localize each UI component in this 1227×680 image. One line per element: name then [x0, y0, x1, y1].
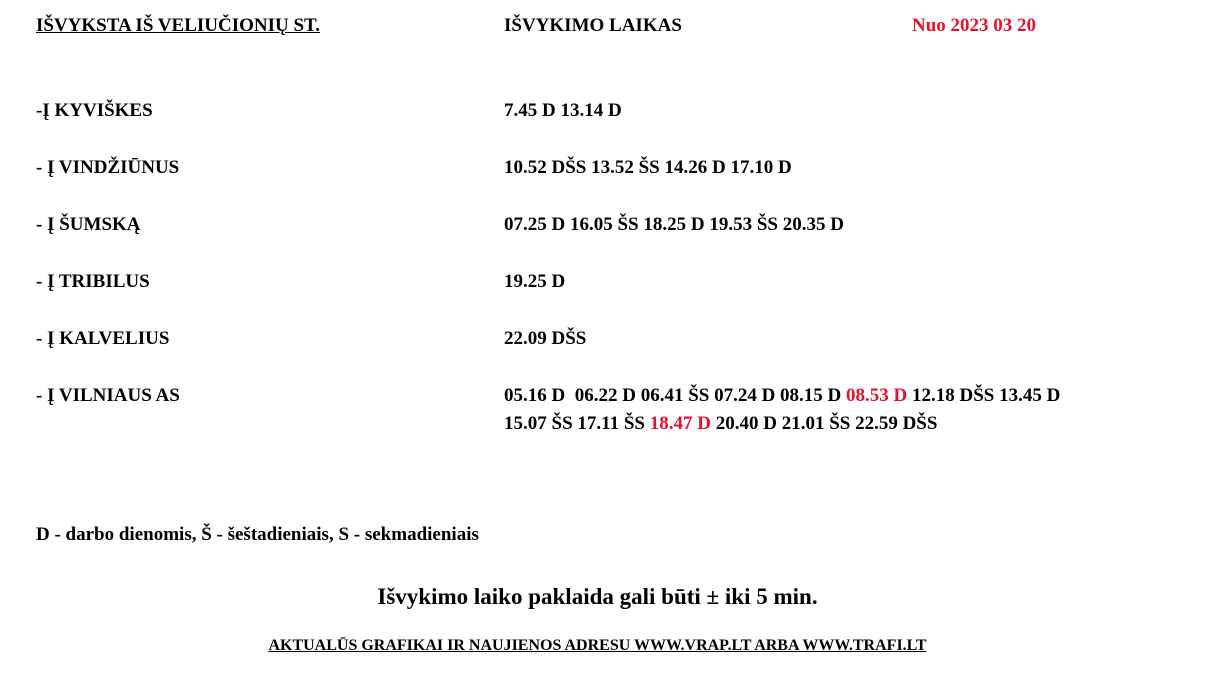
route-destination: -Į KYVIŠKES — [36, 100, 153, 121]
route-departure-times — [504, 382, 1060, 438]
day-legend: D - darbo dienomis, Š - šeštadieniais, S - sekmadieniais — [36, 524, 479, 545]
departure-times-line — [504, 382, 1060, 410]
route-departure-times — [504, 211, 844, 239]
route-departure-times — [504, 97, 622, 125]
footer-links-note: AKTUALŪS GRAFIKAI IR NAUJIENOS ADRESU WWW.VRAP.LT ARBA WWW.TRAFI.LT — [268, 637, 927, 654]
departure-time-segment: 20.40 D 21.01 ŠS 22.59 DŠS — [710, 413, 938, 434]
route-departure-times — [504, 325, 586, 353]
departure-times-line — [504, 154, 792, 182]
highlighted-departure-time: 08.53 D — [846, 385, 908, 406]
departure-time-segment: 7.45 D 13.14 D — [504, 100, 622, 121]
departure-time-segment: 15.07 ŠS 17.11 ŠS — [504, 413, 650, 434]
departure-time-segment: 10.52 DŠS 13.52 ŠS 14.26 D 17.10 D — [504, 157, 792, 178]
departure-times-line — [504, 97, 622, 125]
departure-times-line — [504, 325, 586, 353]
valid-from-date: Nuo 2023 03 20 — [912, 15, 1037, 36]
departure-times-line — [504, 268, 565, 296]
departure-time-segment: 12.18 DŠS 13.45 D — [907, 385, 1061, 406]
departure-time-segment: 22.09 DŠS — [504, 328, 587, 349]
time-tolerance-note: Išvykimo laiko paklaida gali būti ± iki 5 min. — [377, 584, 818, 609]
route-departure-times — [504, 268, 565, 296]
station-title: IŠVYKSTA IŠ VELIUČIONIŲ ST. — [36, 15, 321, 36]
route-departure-times — [504, 154, 792, 182]
route-destination: - Į TRIBILUS — [36, 271, 150, 292]
route-destination: - Į VINDŽIŪNUS — [36, 157, 180, 178]
route-destination: - Į VILNIAUS AS — [36, 385, 180, 406]
highlighted-departure-time: 18.47 D — [649, 413, 711, 434]
departure-time-segment: 05.16 D 06.22 D 06.41 ŠS 07.24 D 08.15 D — [504, 385, 847, 406]
route-destination: - Į KALVELIUS — [36, 328, 170, 349]
departure-time-column-title: IŠVYKIMO LAIKAS — [504, 15, 682, 36]
route-destination: - Į ŠUMSKĄ — [36, 214, 141, 235]
departure-time-segment: 19.25 D — [504, 271, 566, 292]
departure-times-line — [504, 211, 844, 239]
departure-time-segment: 07.25 D 16.05 ŠS 18.25 D 19.53 ŠS 20.35 D — [504, 214, 844, 235]
departure-times-line — [504, 410, 1060, 438]
